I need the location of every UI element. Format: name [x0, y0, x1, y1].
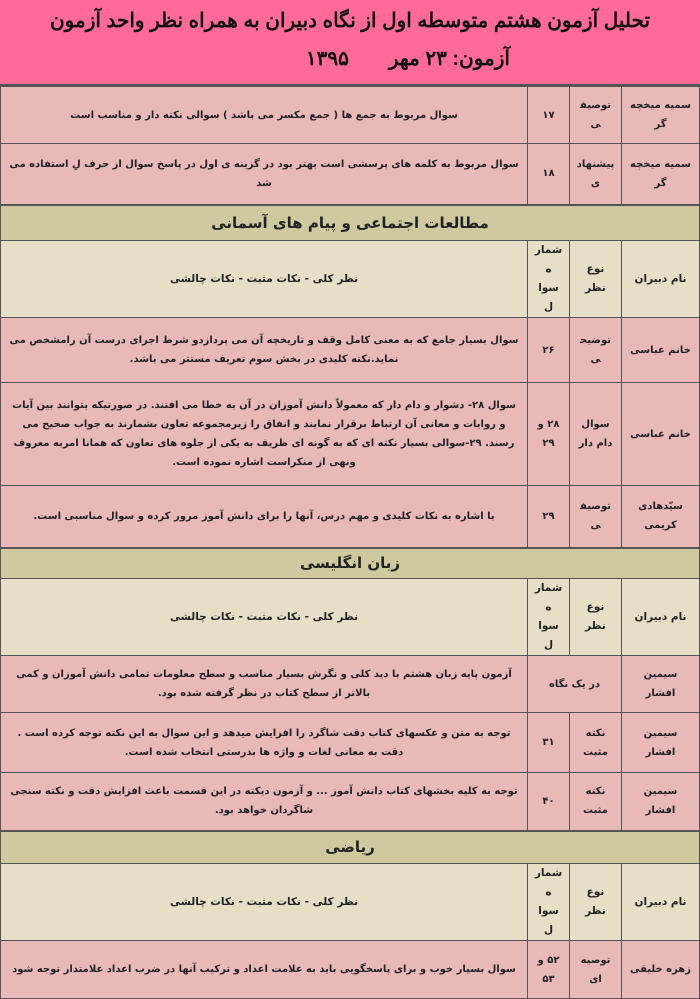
column-header-comment: نظر کلی - نکات مثبت - نکات چالشی	[1, 864, 528, 941]
review-comment: سوال ۲۸- دشوار و دام دار که معمولاً دانش آموزان در آن به خطا می افتند. در صورتیکه بتوانند بین آیات و روایات و معانی آن ارتباط برقرار نمایند و انفاق را زیرمجموعه تعاون بشمارند به جواب صحیح می رسند. ۲۹-سوالی بسیار نکته ای که به گونه ای ظریف به یکی از جلوه های تعاون که همانا امربه معروف ونهی از منکراست اشاره نموده است.	[1, 383, 528, 486]
teacher-name: خانم عباسی	[622, 318, 700, 383]
section-title: مطالعات اجتماعی و پیام های آسمانی	[1, 205, 700, 241]
column-header-row	[1, 241, 700, 318]
question-number: ۳۱	[528, 713, 570, 773]
section-header	[1, 548, 700, 579]
review-type: توصیه ای	[570, 941, 622, 999]
review-table	[0, 86, 700, 999]
column-header-number: شماره سوال	[528, 864, 570, 941]
column-header-type: نوع نظر	[570, 864, 622, 941]
column-header-row	[1, 579, 700, 656]
teacher-name: سیمین افشار	[622, 773, 700, 831]
review-type: توضیحی	[570, 318, 622, 383]
table-row	[1, 144, 700, 205]
teacher-name: سمیه میخچه گر	[622, 144, 700, 205]
question-number: ۵۲ و ۵۳	[528, 941, 570, 999]
question-number: ۲۸ و ۲۹	[528, 383, 570, 486]
review-comment: توجه به کلیه بخشهای کتاب دانش آموز ... و آزمون دیکته در این قسمت باعث افزایش دقت و نکته سنجی شاگردان خواهد بود.	[1, 773, 528, 831]
section-title: ریاضی	[1, 831, 700, 864]
question-number: ۲۶	[528, 318, 570, 383]
teacher-name: سمیه میخچه گر	[622, 87, 700, 144]
review-comment: سوال بسیار جامع که به معنی کامل وقف و تاریخچه آن می پردازدو شرط اجرای درست آن رامشخص می نماید.نکته کلیدی در بخش سوم تعریف مستتر می باشد.	[1, 318, 528, 383]
question-number: ۱۷	[528, 87, 570, 144]
column-header-name: نام دبیران	[622, 579, 700, 656]
review-type: سوال دام دار	[570, 383, 622, 486]
column-header-type: نوع نظر	[570, 241, 622, 318]
document-header	[0, 0, 700, 86]
exam-date	[266, 46, 510, 71]
review-comment: با اشاره به نکات کلیدی و مهم درس، آنها را برای دانش آموز مرور کرده و سوال مناسبی است.	[1, 486, 528, 548]
teacher-name: سیّدهادی کریمی	[622, 486, 700, 548]
table-row	[1, 773, 700, 831]
question-number: ۴۰	[528, 773, 570, 831]
review-comment: سوال مربوط به کلمه های پرسشی است بهتر بود در گزینه ی اول در پاسخ سوال از حرف لِ استفاده می شد	[1, 144, 528, 205]
review-comment: آزمون پایه زبان هشتم با دید کلی و نگرش بسیار مناسب و سطح معلومات تمامی دانش آموزان و کمی بالاتر از سطح کتاب در نظر گرفته شده بود.	[1, 656, 528, 713]
section-header	[1, 831, 700, 864]
column-header-number: شماره سوال	[528, 241, 570, 318]
review-comment: سوال مربوط به جمع ها ( جمع مکسر می باشد ) سوالی نکته دار و مناسب است	[1, 87, 528, 144]
table-row	[1, 486, 700, 548]
teacher-name: خانم عباسی	[622, 383, 700, 486]
column-header-name: نام دبیران	[622, 864, 700, 941]
column-header-row	[1, 864, 700, 941]
section-title: زبان انگلیسی	[1, 548, 700, 579]
review-comment: توجه به متن و عکسهای کتاب دقت شاگرد را افزایش میدهد و این سوال به این نکته توجه کرده است . دقت به معانی لغات و واژه ها بدرستی انتخاب شده است.	[1, 713, 528, 773]
column-header-comment: نظر کلی - نکات مثبت - نکات چالشی	[1, 579, 528, 656]
teacher-name: زهره خلیقی	[622, 941, 700, 999]
column-header-comment: نظر کلی - نکات مثبت - نکات چالشی	[1, 241, 528, 318]
review-type: پیشنهادی	[570, 144, 622, 205]
table-row	[1, 87, 700, 144]
exam-date-label: آزمون: ۲۳ مهر	[388, 48, 510, 70]
review-type: نکته مثبت	[570, 713, 622, 773]
table-row	[1, 318, 700, 383]
review-type: نکته مثبت	[570, 773, 622, 831]
section-header	[1, 205, 700, 241]
table-row	[1, 383, 700, 486]
table-row	[1, 656, 700, 713]
document-title: تحلیل آزمون هشتم متوسطه اول از نگاه دبیران به همراه نظر واحد آزمون	[49, 10, 651, 32]
table-row	[1, 713, 700, 773]
column-header-number: شماره سوال	[528, 579, 570, 656]
teacher-name: سیمین افشار	[622, 713, 700, 773]
exam-year: ۱۳۹۵	[305, 48, 349, 70]
column-header-name: نام دبیران	[622, 241, 700, 318]
question-number: ۱۸	[528, 144, 570, 205]
question-number: ۲۹	[528, 486, 570, 548]
column-header-type: نوع نظر	[570, 579, 622, 656]
table-row	[1, 941, 700, 999]
review-type: توصیفی	[570, 486, 622, 548]
review-type: در یک نگاه	[528, 656, 622, 713]
teacher-name: سیمین افشار	[622, 656, 700, 713]
review-type: توصیفی	[570, 87, 622, 144]
review-comment: سوال بسیار خوب و برای پاسخگویی باید به علامت اعداد و ترکیب آنها در ضرب اعداد علامتدار توجه شود	[1, 941, 528, 999]
